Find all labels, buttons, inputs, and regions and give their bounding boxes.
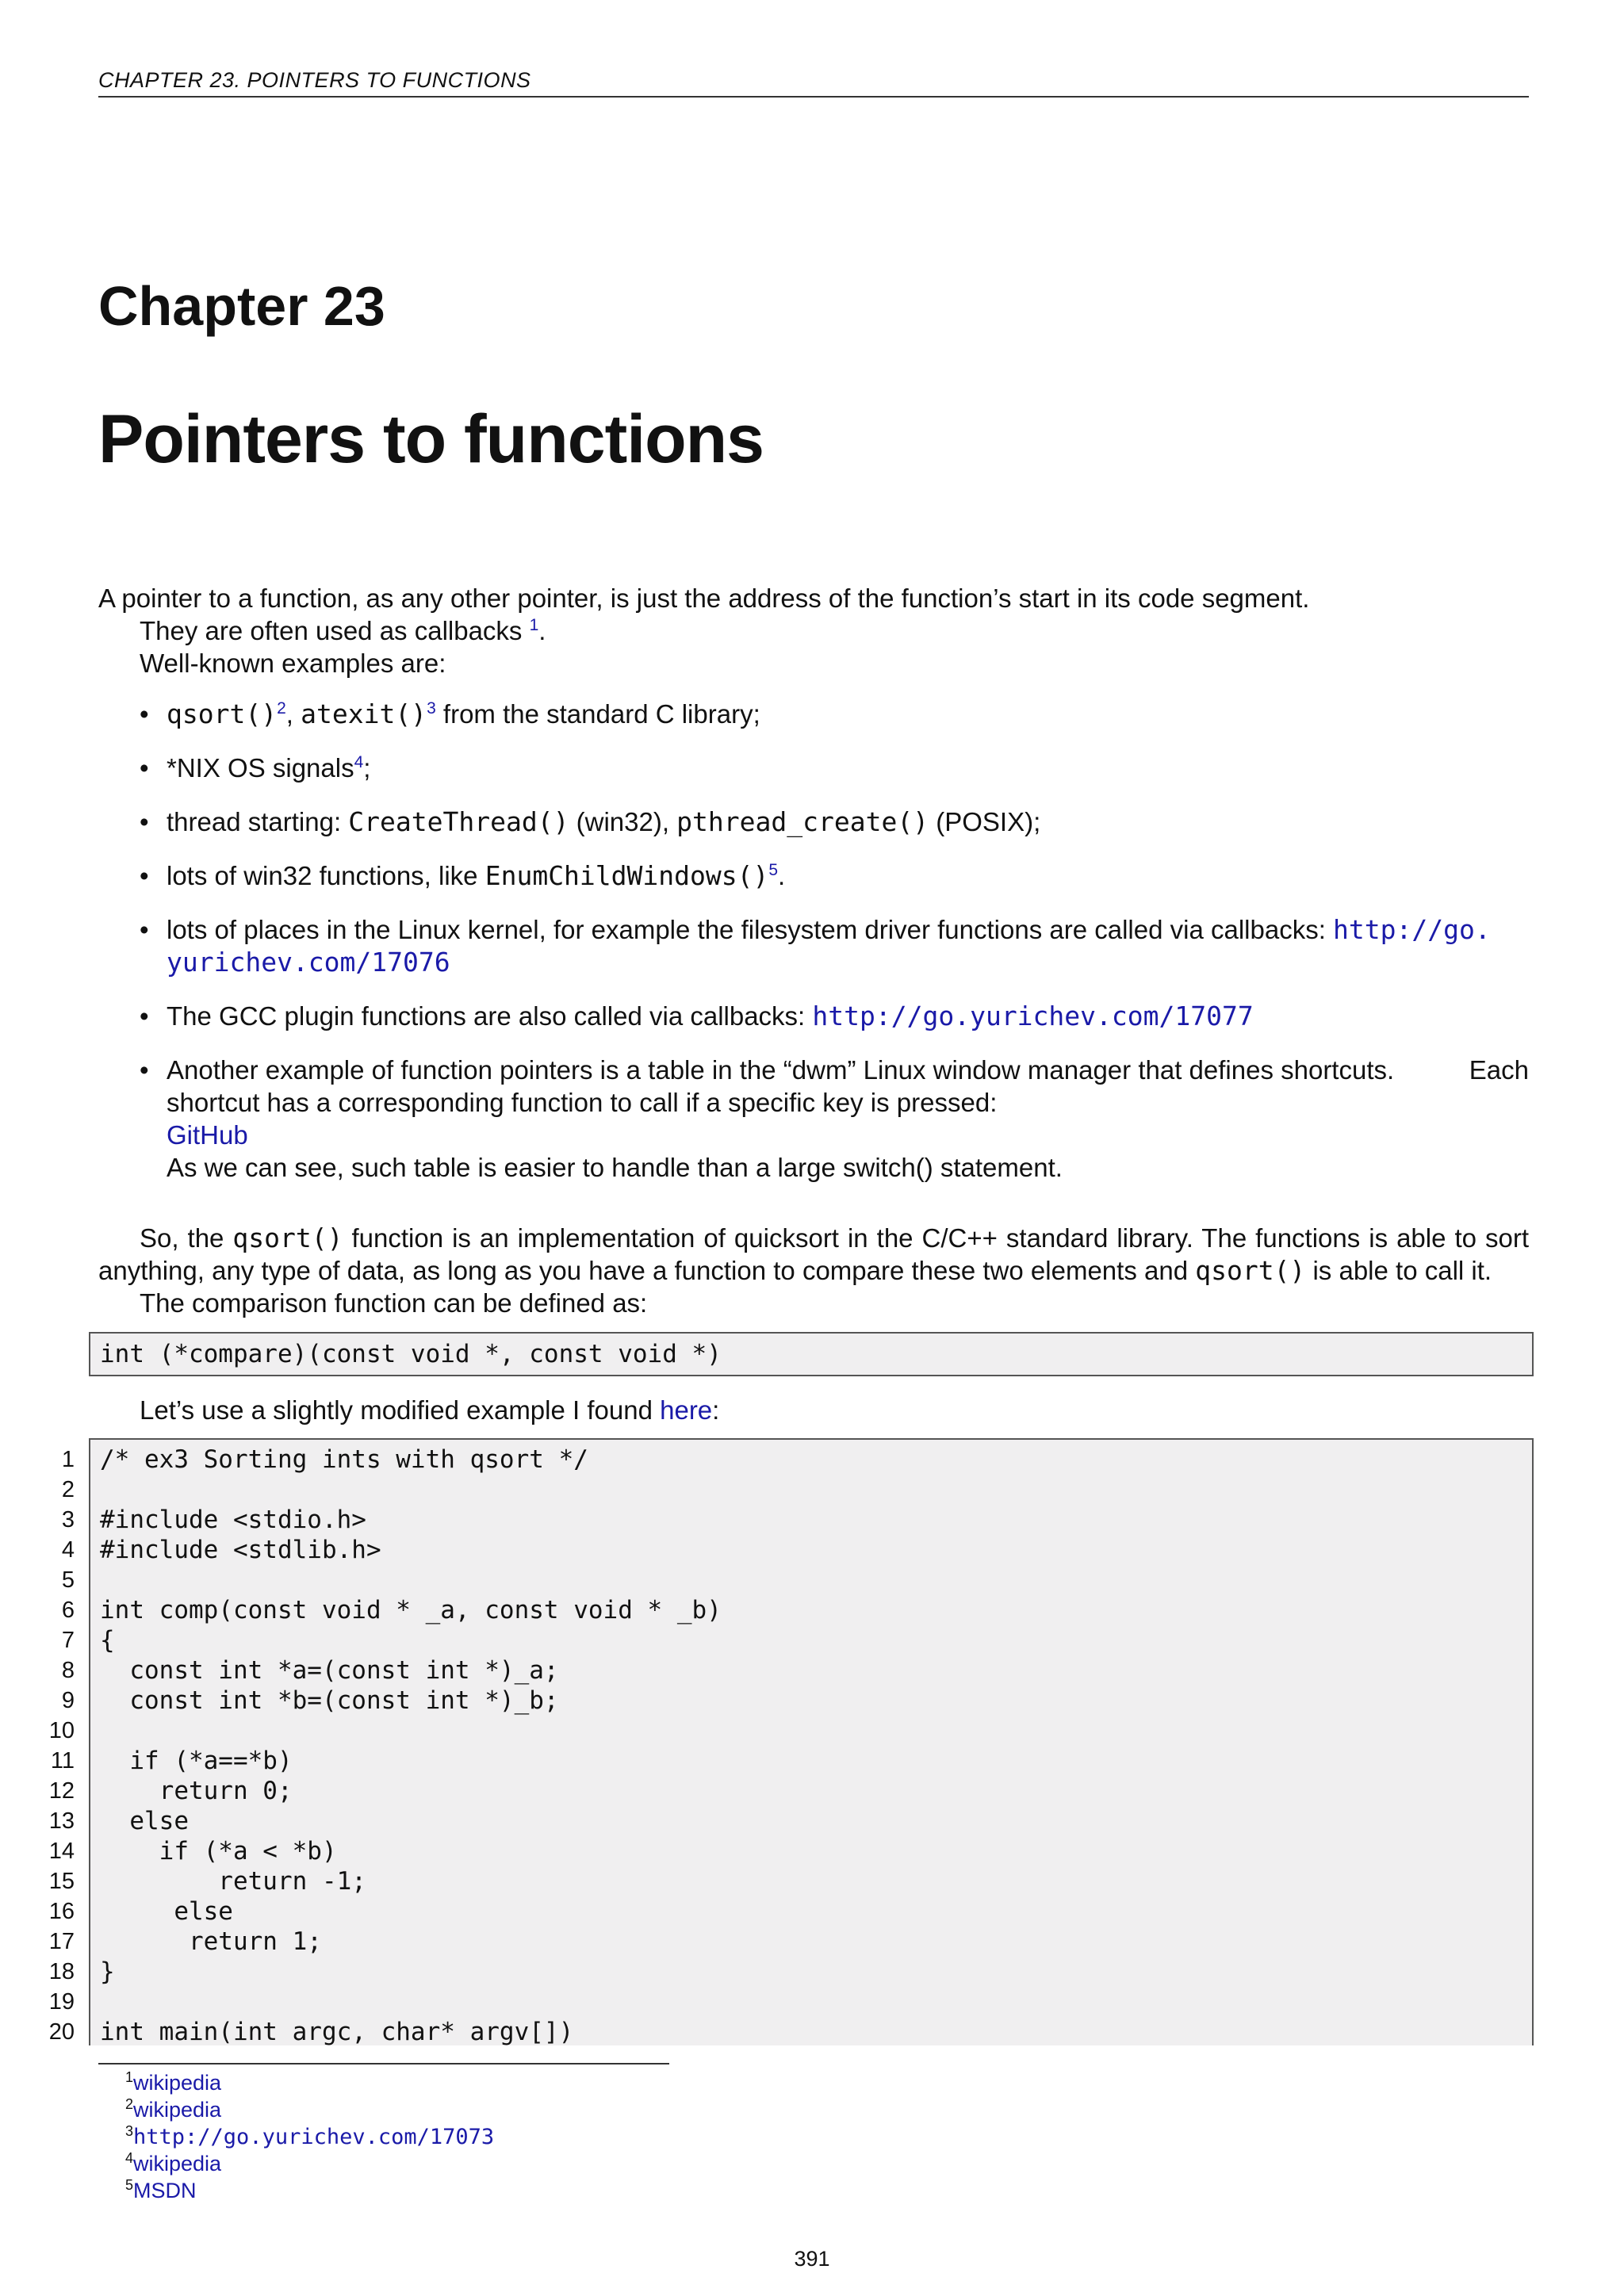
example-intro: Let’s use a slightly modified example I found here: (140, 1395, 720, 1425)
footnote-link[interactable]: http://go.yurichev.com/17073 (133, 2125, 495, 2149)
code-line: const int *a=(const int *)_a; (100, 1656, 559, 1685)
qsort-paragraph-line2: anything, any type of data, as long as you have a function to compare these two elements and qsort() is able to call it. (98, 1255, 1492, 1286)
code-line-number: 3 (61, 1507, 75, 1533)
code-line: { (100, 1626, 115, 1655)
code-line-number: 11 (50, 1748, 75, 1774)
code-line-number: 12 (48, 1778, 75, 1804)
footnote-5 (125, 2177, 197, 2204)
code-line-number: 1 (61, 1447, 75, 1472)
footnote-ref-4[interactable]: 4 (354, 753, 364, 771)
footnote-link[interactable]: MSDN (133, 2179, 197, 2202)
code-line: if (*a < *b) (100, 1837, 337, 1866)
footnote-link[interactable]: wikipedia (133, 2152, 222, 2175)
footnote-number: 2 (125, 2096, 134, 2112)
kernel-callbacks-link-cont[interactable]: yurichev.com/17076 (167, 947, 450, 978)
compare-intro: The comparison function can be defined as: (140, 1288, 648, 1318)
chapter-label: Chapter 23 (98, 275, 385, 337)
github-link[interactable]: GitHub (167, 1120, 248, 1150)
qsort-paragraph-line1: So, the qsort() function is an implementation of quicksort in the C/C++ standard library. The functions is able to sort (140, 1223, 1530, 1253)
code-line: return 0; (100, 1777, 293, 1805)
footnote-ref-1[interactable]: 1 (529, 616, 539, 634)
footnote-number: 3 (125, 2123, 134, 2139)
footnote-4 (125, 2150, 221, 2177)
footnote-number: 5 (125, 2177, 134, 2193)
example-source-link[interactable]: here (660, 1395, 713, 1425)
chapter-title: Pointers to functions (98, 401, 764, 477)
code-line-number: 17 (48, 1929, 75, 1954)
list-item: • qsort()$^2$, atexit()$^3$ from the standard C library; (98, 698, 1529, 730)
code-line-number: 8 (61, 1658, 75, 1683)
examples-intro: Well-known examples are: (140, 649, 446, 678)
footnote-2 (125, 2096, 221, 2123)
intro-paragraph: A pointer to a function, as any other pointer, is just the address of the function’s start in its code segment. (98, 584, 1310, 613)
code-line: if (*a==*b) (100, 1747, 293, 1775)
code-line: #include <stdlib.h> (100, 1536, 381, 1564)
code-line: int comp(const void * _a, const void * _b) (100, 1596, 722, 1624)
footnote-rule (98, 2063, 669, 2064)
list-item: • lots of places in the Linux kernel, for example the filesystem driver functions are called via callbacks: http://go. yurichev.com/17076 (98, 913, 1529, 978)
code-line-number: 15 (48, 1869, 75, 1894)
footnote-link[interactable]: wikipedia (133, 2071, 222, 2095)
code-line-number: 9 (61, 1688, 75, 1713)
list-item: • The GCC plugin functions are also called via callbacks: http://go.yurichev.com/17077 (98, 1000, 1529, 1032)
code-line-number: 20 (48, 2019, 75, 2045)
footnote-3 (125, 2123, 494, 2151)
code-line: #include <stdio.h> (100, 1506, 366, 1534)
code-line-number: 14 (48, 1839, 75, 1864)
footnote-1 (125, 2069, 221, 2096)
list-item: • thread starting: CreateThread() (win32), pthread_create() (POSIX); (98, 806, 1529, 838)
code-line: int main(int argc, char* argv[]) (100, 2018, 574, 2046)
code-line-number: 13 (48, 1808, 75, 1834)
code-line-number: 5 (61, 1567, 75, 1593)
code-line: } (100, 1957, 115, 1986)
code-line: else (100, 1897, 233, 1926)
footnote-ref-2[interactable]: 2 (277, 699, 286, 718)
code-line-number: 10 (48, 1718, 75, 1743)
code-line: return -1; (100, 1867, 366, 1896)
footnote-number: 1 (125, 2069, 134, 2085)
code-line-number: 19 (48, 1989, 75, 2015)
code-line-number: 16 (48, 1899, 75, 1924)
list-item: • Another example of function pointers is a table in the “dwm” Linux window manager that defines shortcuts. Each shortcut has a corresponding function to call if a specific key is pressed: GitHub As we can see, such table is easier to handle than a large switch() statement. (98, 1054, 1529, 1184)
code-line: return 1; (100, 1927, 322, 1956)
running-header: CHAPTER 23. POINTERS TO FUNCTIONS (98, 68, 1529, 98)
code-line: /* ex3 Sorting ints with qsort */ (100, 1445, 588, 1474)
code-line: const int *b=(const int *)_b; (100, 1686, 559, 1715)
callbacks-paragraph: They are often used as callbacks $^1$. (140, 616, 546, 645)
compare-declaration: int (*compare)(const void *, const void *) (89, 1332, 1534, 1376)
footnote-link[interactable]: wikipedia (133, 2098, 222, 2122)
code-line: else (100, 1807, 189, 1835)
list-item: • *NIX OS signals$^4$; (98, 752, 1529, 784)
list-item: • lots of win32 functions, like EnumChildWindows()$^5$. (98, 859, 1529, 892)
code-line-number: 18 (48, 1959, 75, 1984)
code-line-number: 2 (61, 1477, 75, 1502)
footnote-ref-5[interactable]: 5 (768, 861, 779, 879)
examples-list (98, 698, 1529, 1184)
code-line-number: 6 (61, 1598, 75, 1623)
footnote-ref-3[interactable]: 3 (427, 699, 436, 718)
code-line-number: 4 (61, 1537, 75, 1563)
page-number: 391 (794, 2247, 830, 2271)
code-line-number: 7 (61, 1628, 75, 1653)
kernel-callbacks-link[interactable]: http://go. (1333, 914, 1491, 945)
footnote-number: 4 (125, 2150, 134, 2166)
gcc-plugin-link[interactable]: http://go.yurichev.com/17077 (812, 1001, 1254, 1031)
